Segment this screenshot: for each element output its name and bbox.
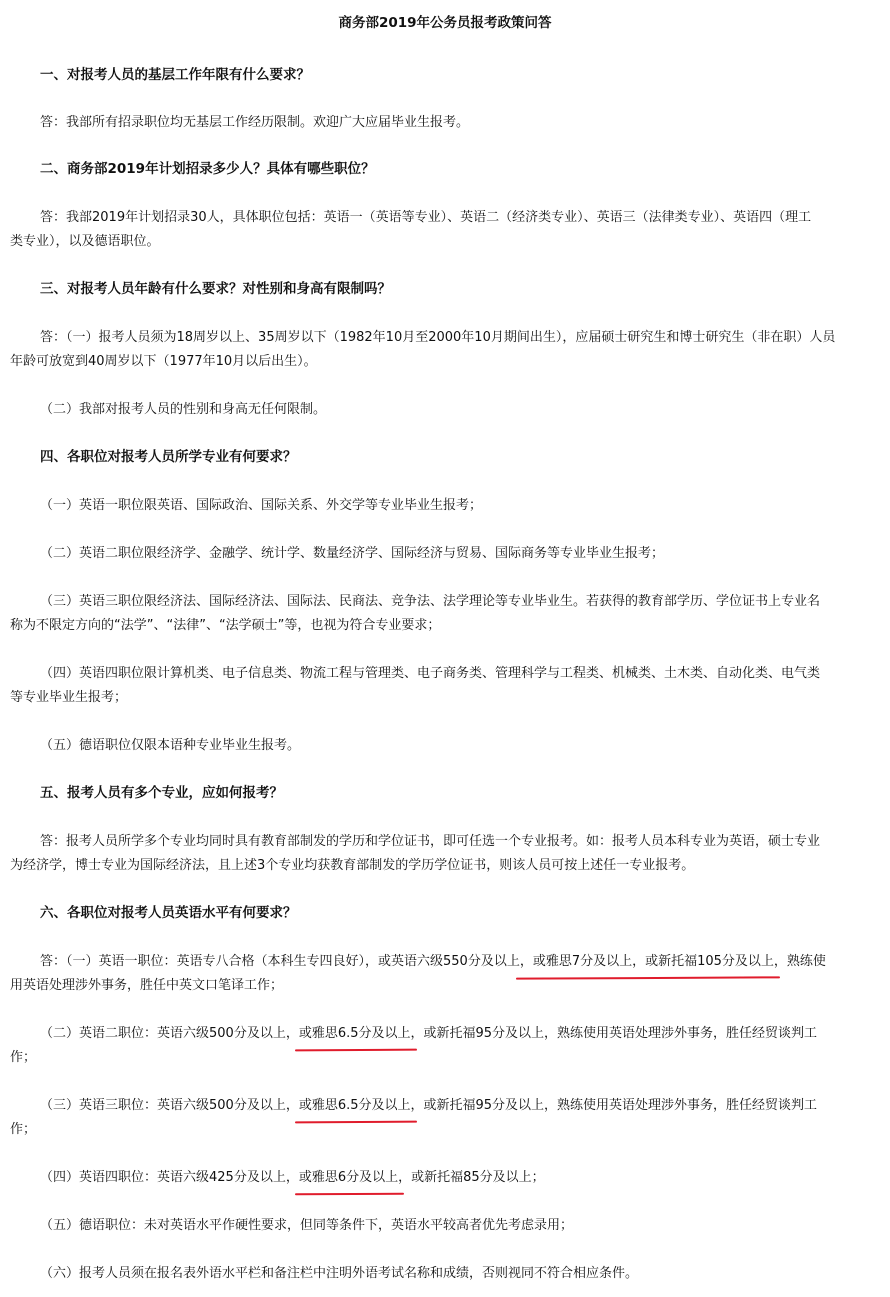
question-5-answer-line2: 为经济学，博士专业为国际经济法，且上述3个专业均获教育部制发的学历学位证书，则该人员可按上述任一专业报考。 — [10, 858, 695, 873]
underlined-highlight: 或雅思6.5分及以上 — [299, 1094, 411, 1117]
question-6-item-1-line1 — [40, 950, 826, 973]
text-segment: （三）英语三职位：英语六级500分及以上， — [40, 1098, 299, 1113]
question-5-answer-line1: 答：报考人员所学多个专业均同时具有教育部制发的学历和学位证书，即可任选一个专业报考。如：报考人员本科专业为英语，硕士专业 — [40, 834, 821, 849]
question-4-item-5: （五）德语职位仅限本语种专业毕业生报考。 — [40, 738, 301, 753]
question-6-item-1-line2: 用英语处理涉外事务，胜任中英文口笔译工作； — [10, 978, 284, 993]
question-3-answer-line1: 答：（一）报考人员须为18周岁以上、35周岁以下（1982年10月至2000年10月期间出生），应届硕士研究生和博士研究生（非在职）人员 — [40, 330, 836, 345]
question-1-heading: 一、对报考人员的基层工作年限有什么要求？ — [40, 67, 310, 83]
question-4-item-3-line2: 称为不限定方向的“法学”、“法律”、“法学硕士”等，也视为符合专业要求； — [10, 618, 441, 633]
question-3-answer-line3: （二）我部对报考人员的性别和身高无任何限制。 — [40, 402, 327, 417]
question-4-item-4-line2: 等专业毕业生报考； — [10, 690, 128, 705]
question-6-item-2-line2: 作； — [10, 1050, 37, 1065]
text-segment: （四）英语四职位：英语六级425分及以上， — [40, 1170, 299, 1185]
question-4-item-3-line1: （三）英语三职位限经济法、国际经济法、国际法、民商法、竞争法、法学理论等专业毕业生。若获得的教育部学历、学位证书上专业名 — [40, 594, 821, 609]
question-5-heading: 五、报考人员有多个专业，应如何报考？ — [40, 785, 283, 801]
question-6-item-3-line1 — [40, 1094, 817, 1117]
question-6-item-5: （五）德语职位：未对英语水平作硬性要求，但同等条件下，英语水平较高者优先考虑录用； — [40, 1218, 574, 1233]
text-segment: ，熟练使 — [773, 954, 826, 969]
underlined-highlight: 或雅思6.5分及以上 — [299, 1022, 411, 1045]
question-6-heading: 六、各职位对报考人员英语水平有何要求？ — [40, 905, 297, 921]
text-segment: ，或新托福85分及以上； — [398, 1170, 545, 1185]
question-2-answer-line1: 答：我部2019年计划招录30人，具体职位包括：英语一（英语等专业）、英语二（经济类专业）、英语三（法律类专业）、英语四（理工 — [40, 210, 812, 225]
question-4-item-2: （二）英语二职位限经济学、金融学、统计学、数量经济学、国际经济与贸易、国际商务等专业毕业生报考； — [40, 546, 665, 561]
question-3-answer-line2: 年龄可放宽到40周岁以下（1977年10月以后出生）。 — [10, 354, 317, 369]
page-title: 商务部2019年公务员报考政策问答 — [338, 15, 552, 31]
text-segment: 答：（一）英语一职位：英语专八合格（本科生专四良好），或英语六级550分及以上 — [40, 954, 520, 969]
question-4-heading: 四、各职位对报考人员所学专业有何要求？ — [40, 449, 297, 465]
question-6-item-4 — [40, 1166, 545, 1189]
question-4-item-4-line1: （四）英语四职位限计算机类、电子信息类、物流工程与管理类、电子商务类、管理科学与工程类、机械类、土木类、自动化类、电气类 — [40, 666, 821, 681]
underlined-highlight: ，或雅思7分及以上，或新托福105分及以上 — [520, 950, 774, 973]
question-4-item-1: （一）英语一职位限英语、国际政治、国际关系、外交学等专业毕业生报考； — [40, 498, 483, 513]
question-6-item-6: （六）报考人员须在报名表外语水平栏和备注栏中注明外语考试名称和成绩，否则视同不符合相应条件。 — [40, 1266, 639, 1281]
question-6-item-3-line2: 作； — [10, 1122, 37, 1137]
text-segment: （二）英语二职位：英语六级500分及以上， — [40, 1026, 299, 1041]
underlined-highlight: 或雅思6分及以上 — [299, 1166, 398, 1189]
question-2-heading: 二、商务部2019年计划招录多少人？具体有哪些职位？ — [40, 161, 375, 177]
question-1-answer: 答：我部所有招录职位均无基层工作经历限制。欢迎广大应届毕业生报考。 — [40, 115, 470, 130]
question-6-item-2-line1 — [40, 1022, 817, 1045]
question-2-answer-line2: 类专业），以及德语职位。 — [10, 234, 160, 249]
text-segment: ，或新托福95分及以上，熟练使用英语处理涉外事务，胜任经贸谈判工 — [410, 1026, 818, 1041]
question-3-heading: 三、对报考人员年龄有什么要求？对性别和身高有限制吗？ — [40, 281, 391, 297]
text-segment: ，或新托福95分及以上，熟练使用英语处理涉外事务，胜任经贸谈判工 — [410, 1098, 818, 1113]
